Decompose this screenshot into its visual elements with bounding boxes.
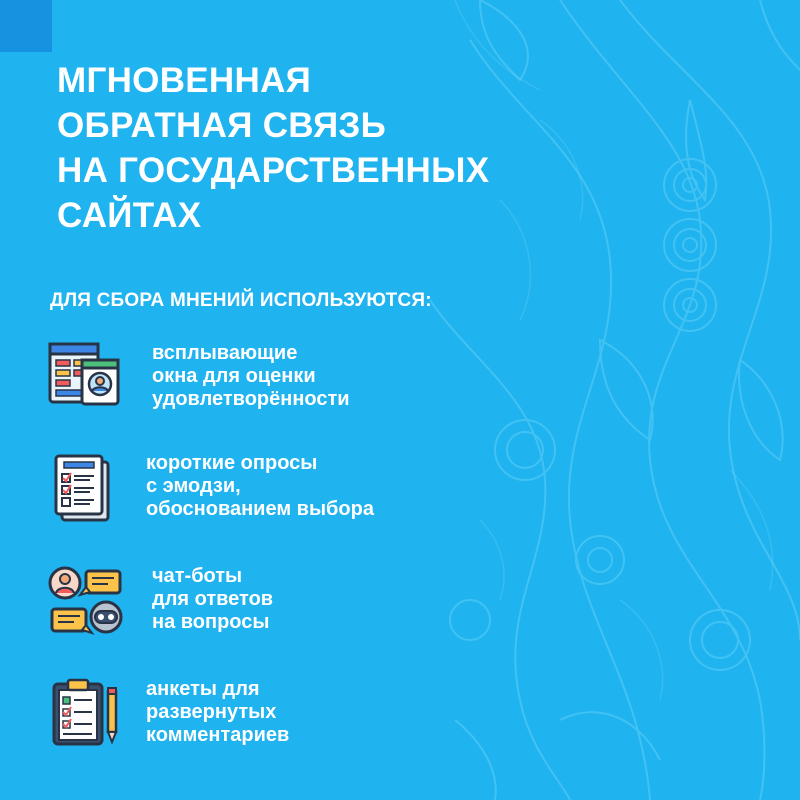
chatbot-icon (48, 565, 124, 637)
list-item-line: развернутых (146, 701, 277, 723)
survey-document-icon (48, 452, 120, 524)
list-item-line: с эмодзи, (146, 475, 241, 497)
list-item-line: всплывающие (152, 342, 298, 364)
list-item-text (146, 678, 289, 747)
list-item-text (152, 342, 350, 411)
popup-window-icon (48, 342, 120, 408)
list-item-line: окна для оценки (152, 365, 316, 387)
list-item-popup-survey (48, 342, 588, 432)
title-line-3: НА ГОСУДАРСТВЕННЫХ (57, 151, 490, 190)
page-title (57, 58, 489, 238)
title-line-1: МГНОВЕННАЯ (57, 61, 312, 100)
list-item-short-survey (48, 452, 588, 542)
list-item-text (146, 452, 374, 521)
list-item-line: на вопросы (152, 611, 270, 633)
list-item-questionnaires (48, 678, 588, 768)
list-item-line: обоснованием выбора (146, 498, 374, 520)
list-item-text (152, 565, 273, 634)
list-item-line: анкеты для (146, 678, 260, 700)
title-line-4: САЙТАХ (57, 196, 202, 235)
list-item-chatbots (48, 565, 588, 655)
subtitle: ДЛЯ СБОРА МНЕНИЙ ИСПОЛЬЗУЮТСЯ: (50, 290, 432, 311)
list-item-line: комментариев (146, 724, 290, 746)
list-item-line: удовлетворённости (152, 388, 350, 410)
title-line-2: ОБРАТНАЯ СВЯЗЬ (57, 106, 387, 145)
corner-square (0, 0, 52, 52)
list-item-line: короткие опросы (146, 452, 318, 474)
list-item-line: для ответов (152, 588, 274, 610)
clipboard-form-icon (48, 678, 124, 748)
list-item-line: чат-боты (152, 565, 243, 587)
